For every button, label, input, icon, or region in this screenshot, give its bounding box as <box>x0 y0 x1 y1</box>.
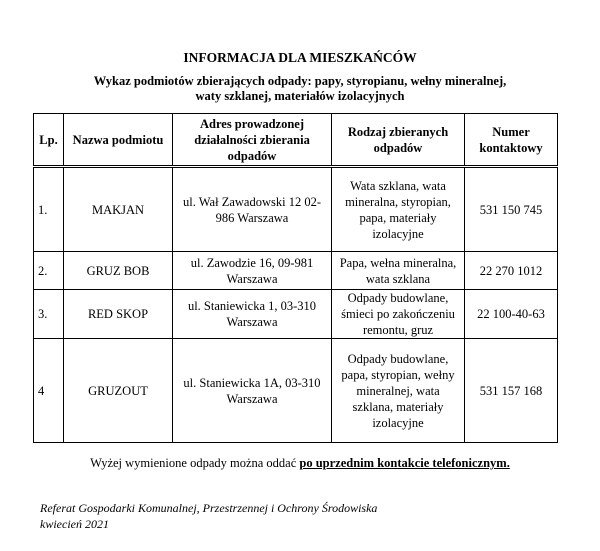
cell-name: MAKJAN <box>64 167 173 252</box>
document-subtitle <box>0 74 600 104</box>
cell-waste: Wata szklana, wata mineralna, styropian, papa, materiały izolacyjne <box>332 167 465 252</box>
table-header-row <box>34 114 558 167</box>
document-title: INFORMACJA DLA MIESZKAŃCÓW <box>183 50 417 65</box>
cell-phone: 531 157 168 <box>465 339 558 443</box>
header-name: Nazwa podmiotu <box>64 114 173 167</box>
header-address: Adres prowadzonej działalności zbierania odpadów <box>173 114 332 167</box>
subtitle-line-2: waty szklanej, materiałów izolacyjnych <box>195 89 405 103</box>
table-row <box>34 252 558 290</box>
document-footer <box>40 500 377 532</box>
cell-name: RED SKOP <box>64 290 173 339</box>
table-row <box>34 167 558 252</box>
footer-department: Referat Gospodarki Komunalnej, Przestrzennej i Ochrony Środowiska <box>40 501 378 515</box>
subtitle-line-1: Wykaz podmiotów zbierających odpady: papy, styropianu, wełny mineralnej, <box>93 74 507 88</box>
cell-address: ul. Wał Zawadowski 12 02-986 Warszawa <box>173 167 332 252</box>
note-emphasis: po uprzednim kontakcie telefonicznym. <box>299 456 510 470</box>
contact-note <box>0 455 600 471</box>
cell-lp: 4 <box>34 339 64 443</box>
cell-phone: 531 150 745 <box>465 167 558 252</box>
collectors-table <box>33 113 558 443</box>
header-phone: Numer kontaktowy <box>465 114 558 167</box>
cell-lp: 2. <box>34 252 64 290</box>
header-waste: Rodzaj zbieranych odpadów <box>332 114 465 167</box>
header-lp: Lp. <box>34 114 64 167</box>
cell-waste: Odpady budowlane, śmieci po zakończeniu remontu, gruz <box>332 290 465 339</box>
cell-phone: 22 270 1012 <box>465 252 558 290</box>
cell-lp: 1. <box>34 167 64 252</box>
cell-phone: 22 100-40-63 <box>465 290 558 339</box>
cell-waste: Papa, wełna mineralna, wata szklana <box>332 252 465 290</box>
cell-address: ul. Staniewicka 1A, 03-310 Warszawa <box>173 339 332 443</box>
cell-address: ul. Staniewicka 1, 03-310 Warszawa <box>173 290 332 339</box>
cell-lp: 3. <box>34 290 64 339</box>
cell-name: GRUZOUT <box>64 339 173 443</box>
note-text: Wyżej wymienione odpady można oddać <box>90 456 300 470</box>
footer-date: kwiecień 2021 <box>40 517 109 531</box>
table-row <box>34 290 558 339</box>
table-row <box>34 339 558 443</box>
cell-name: GRUZ BOB <box>64 252 173 290</box>
cell-waste: Odpady budowlane, papa, styropian, wełny mineralnej, wata szklana, materiały izolacyjne <box>332 339 465 443</box>
cell-address: ul. Zawodzie 16, 09-981 Warszawa <box>173 252 332 290</box>
